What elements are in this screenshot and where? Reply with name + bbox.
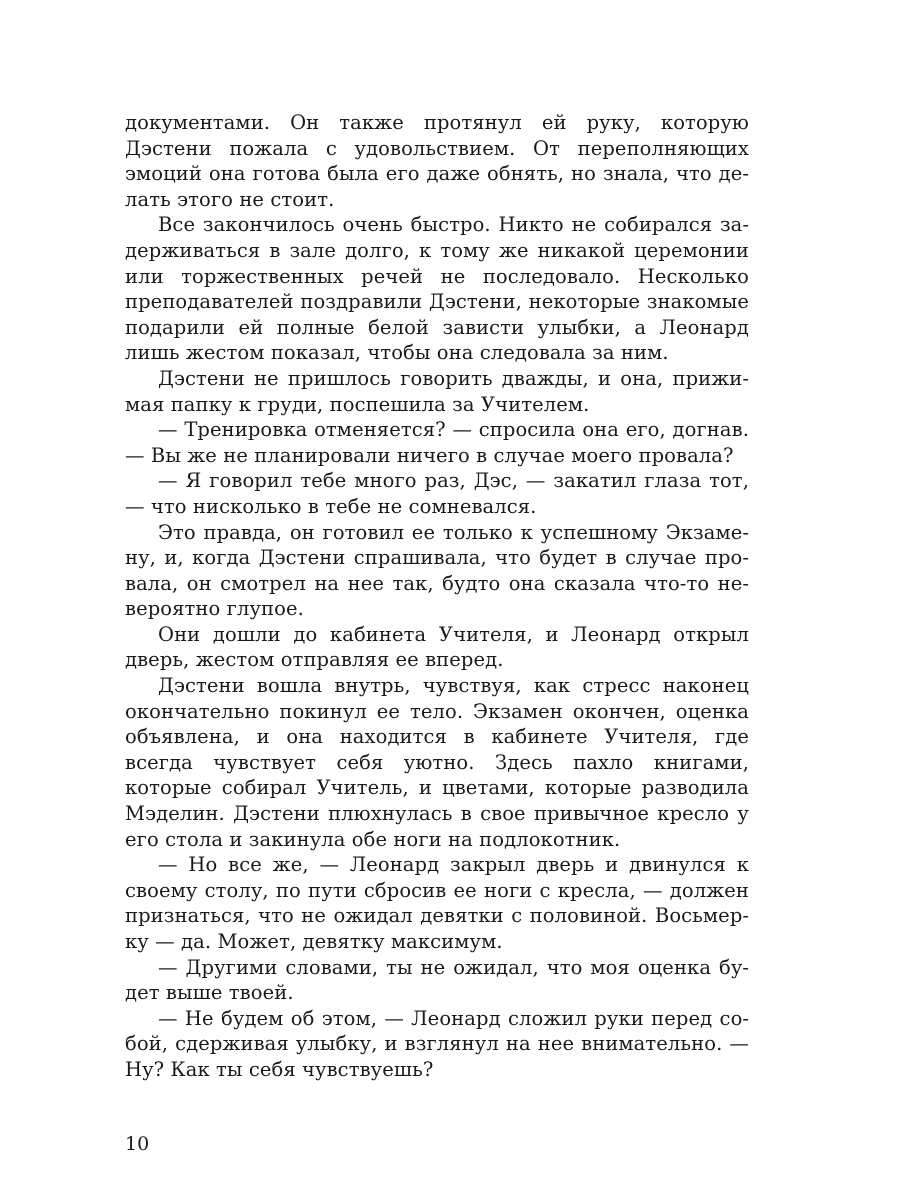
page-text xyxy=(125,110,749,1083)
paragraph-9: — Но все же, — Леонард закрыл дверь и двинулся к своему столу, по пути сбросив ее ноги с кресла, — должен признаться, что не ожидал девятки с половиной. Восьмерку — да. Может, девятку максимум. xyxy=(125,853,749,953)
paragraph-2: Все закончилось очень быстро. Никто не собирался задерживаться в зале долго, к тому же никакой церемонии или торжественных речей не последовало. Несколько преподавателей поздравили Дэстени, некоторые знакомые подарили ей полные белой зависти улыбки, а Леонард лишь жестом показал, чтобы она следовала за ним. xyxy=(125,213,749,365)
paragraph-7: Они дошли до кабинета Учителя, и Леонард открыл дверь, жестом отправляя ее вперед. xyxy=(125,622,749,672)
paragraph-3: Дэстени не пришлось говорить дважды, и она, прижимая папку к груди, поспешила за Учителем. xyxy=(125,366,749,416)
paragraph-4: — Тренировка отменяется? — спросила она его, догнав. — Вы же не планировали ничего в случае моего провала? xyxy=(125,418,749,467)
page-number: 10 xyxy=(125,1133,150,1155)
paragraph-11: — Не будем об этом, — Леонард сложил руки перед собой, сдерживая улыбку, и взглянул на нее внимательно. — Ну? Как ты себя чувствуешь? xyxy=(125,1006,749,1081)
paragraph-1: документами. Он также протянул ей руку, которую Дэстени пожала с удовольствием. От переполняющих эмоций она готова была его даже обнять, но знала, что делать этого не стоит. xyxy=(125,111,749,211)
paragraph-8: Дэстени вошла внутрь, чувствуя, как стресс наконец окончательно покинул ее тело. Экзамен окончен, оценка объявлена, и она находится в кабинете Учителя, где всегда чувствует себя уютно. Здесь пахло книгами, которые собирал Учитель, и цветами, которые разводила Мэделин. Дэстени плюхнулась в свое привычное кресло у его стола и закинула обе ноги на подлокотник. xyxy=(125,674,749,851)
paragraph-10: — Другими словами, ты не ожидал, что моя оценка будет выше твоей. xyxy=(125,955,749,1005)
paragraph-6: Это правда, он готовил ее только к успешному Экзамену, и, когда Дэстени спрашивала, что будет в случае провала, он смотрел на нее так, будто она сказала что-то невероятно глупое. xyxy=(125,520,749,621)
paragraph-5: — Я говорил тебе много раз, Дэс, — закатил глаза тот, — что нисколько в тебе не сомневался. xyxy=(125,469,749,518)
